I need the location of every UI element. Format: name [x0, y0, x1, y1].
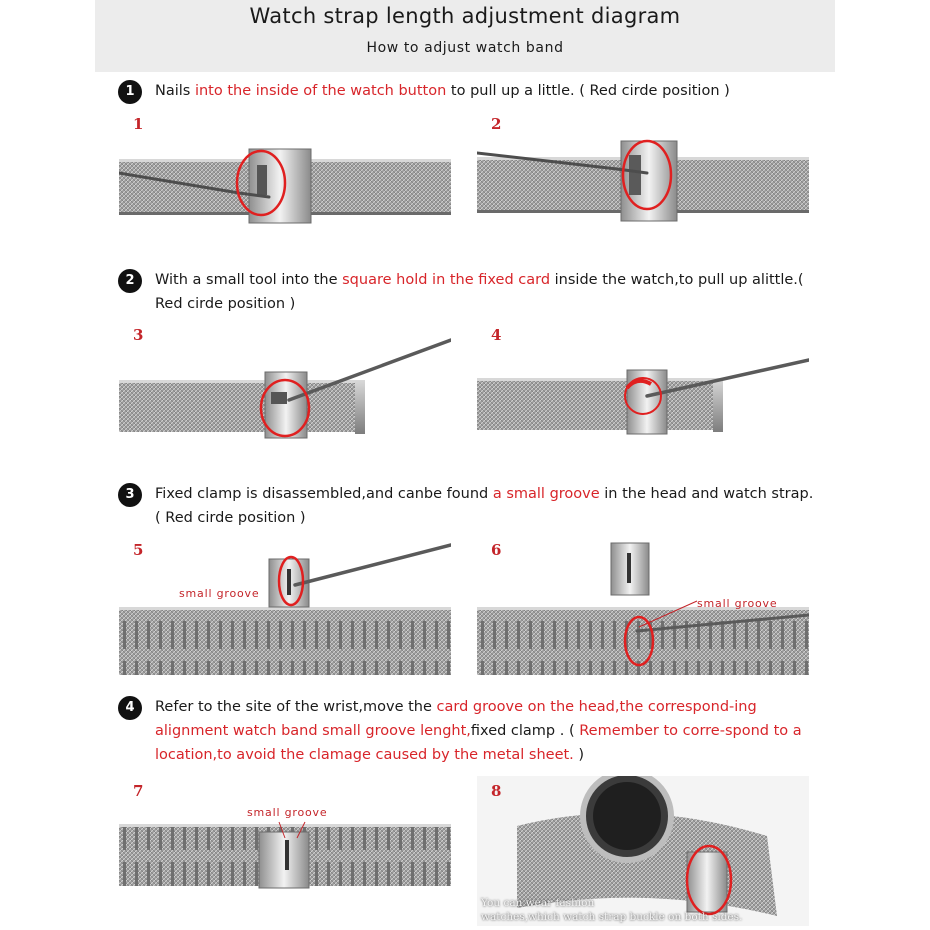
step-text-highlight: Remember to corre-spond to a location,to avoid the clamage caused by the metal sheet. [155, 723, 802, 763]
step-text-highlight: card groove on the head,the correspond-ing alignment watch band small groove lenght, [155, 699, 757, 739]
small-groove-note: small groove [697, 597, 778, 610]
small-groove-note: small groove [247, 806, 328, 819]
photo-3-tool-square-hold [119, 320, 451, 470]
photo-number: 8 [491, 782, 502, 800]
photo-number: 1 [133, 115, 144, 133]
step-number-badge: 3 [118, 483, 142, 507]
strap-illustration [119, 320, 451, 470]
step-3-instruction [118, 482, 818, 530]
photo-number: 2 [491, 115, 502, 133]
step-number-badge: 2 [118, 269, 142, 293]
step-2-instruction [118, 268, 818, 316]
strap-illustration [477, 320, 809, 470]
photo-2-strap-lifted [477, 109, 809, 259]
step-text [155, 79, 818, 103]
strap-illustration [477, 535, 809, 685]
step-text-segment: Nails [155, 83, 195, 99]
photo-number: 6 [491, 541, 502, 559]
step-text [155, 482, 818, 530]
photo-number: 7 [133, 782, 144, 800]
strap-illustration [119, 109, 451, 259]
step-text [155, 695, 818, 767]
strap-illustration [119, 776, 451, 926]
step-text-segment: in the head and watch strap.( Red cirde position ) [155, 486, 814, 526]
step-1-instruction [118, 79, 818, 103]
photo-1-strap-button [119, 109, 451, 259]
step-text-segment: Fixed clamp is disassembled,and canbe found [155, 486, 493, 502]
photo-number: 5 [133, 541, 144, 559]
strap-illustration [119, 535, 451, 685]
photo-4-tool-pull-up [477, 320, 809, 470]
strap-illustration [477, 109, 809, 259]
step-text-highlight: square hold in the fixed card [342, 272, 551, 288]
caption-line: watches,which watch strap buckle on both sides. [481, 911, 743, 923]
photo-6-strap-groove [477, 535, 809, 685]
photo-number: 4 [491, 326, 502, 344]
photo-8-caption [481, 896, 742, 924]
step-text [155, 268, 818, 316]
step-text-highlight: a small groove [492, 486, 600, 502]
step-number-badge: 4 [118, 696, 142, 720]
caption-line: You can wear fashion [481, 897, 595, 909]
photo-7-aligned-clamp [119, 776, 451, 926]
photo-5-clamp-removed [119, 535, 451, 685]
step-text-segment: to pull up a little. ( Red cirde position ) [446, 83, 730, 99]
small-groove-note: small groove [179, 587, 260, 600]
step-text-segment: ) [573, 747, 585, 763]
step-number-badge: 1 [118, 80, 142, 104]
step-text-highlight: into the inside of the watch button [194, 83, 447, 99]
step-text-segment: Refer to the site of the wrist,move the [155, 699, 437, 715]
page-subtitle: How to adjust watch band [366, 40, 564, 56]
step-4-instruction [118, 695, 818, 767]
step-text-segment: inside the watch,to pull up alittle.( Red cirde position ) [155, 272, 804, 312]
photo-number: 3 [133, 326, 144, 344]
step-text-segment: With a small tool into the [155, 272, 343, 288]
header-banner [95, 0, 835, 72]
page-title: Watch strap length adjustment diagram [249, 4, 681, 28]
photo-8-worn-watch [477, 776, 809, 926]
step-text-segment: fixed clamp . ( [470, 723, 580, 739]
